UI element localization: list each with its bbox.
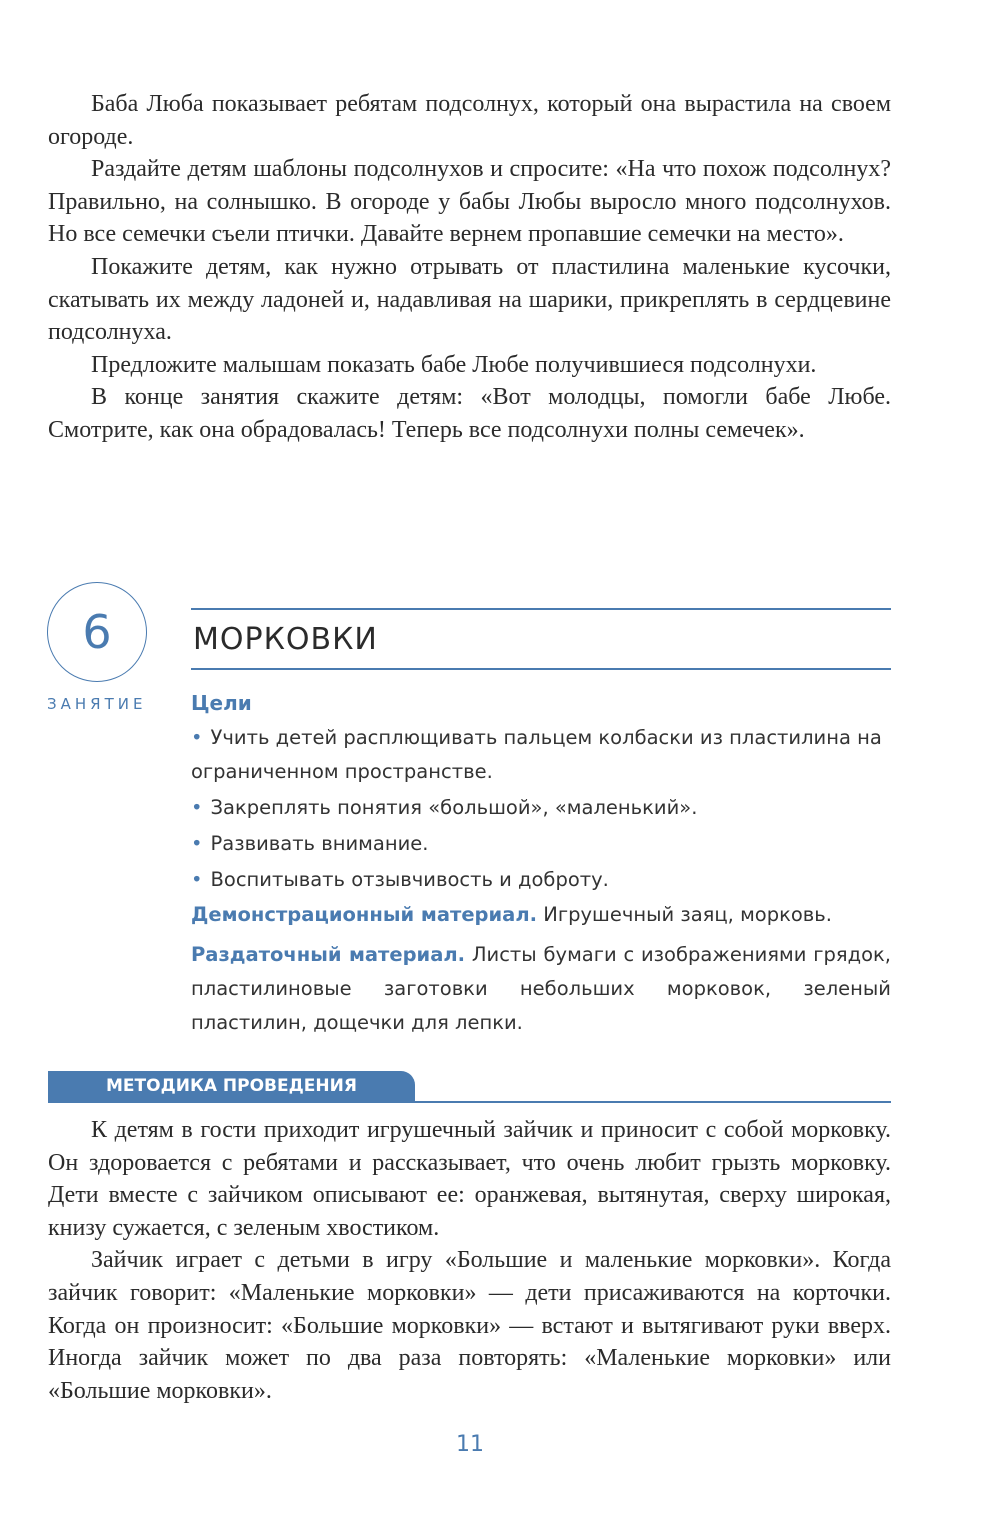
demo-material: [191, 898, 891, 932]
method-rule: [48, 1101, 891, 1103]
lesson-number-badge: [47, 582, 147, 682]
goal-text: Развивать внимание.: [210, 832, 429, 855]
page-number: 11: [456, 1432, 484, 1457]
title-rule-top: [191, 608, 891, 610]
intro-paragraph: Раздайте детям шаблоны подсолнухов и спросите: «На что похож подсолнух? Правильно, на солнышко. В огороде у бабы Любы выросло много подсолнухов. Но все семечки съели птички. Давайте вернем пропавшие семечки на место».: [48, 156, 891, 248]
goal-text: Учить детей расплющивать пальцем колбаски из пластилина на ограниченном пространстве.: [191, 726, 882, 783]
intro-paragraph: Баба Люба показывает ребятам подсолнух, который она вырастила на своем огороде.: [48, 91, 891, 150]
bullet-icon: •: [191, 832, 203, 855]
method-paragraph: К детям в гости приходит игрушечный зайчик и приносит с собой морковку. Он здоровается с ребятами и рассказывает, что очень любит грызть морковку. Дети вместе с зайчиком описывают ее: оранжевая, вытянутая, сверху широкая, книзу сужается, с зеленым хвостиком.: [48, 1117, 891, 1241]
intro-text: [48, 88, 891, 447]
goal-item: [191, 721, 891, 789]
goal-text: Закреплять понятия «большой», «маленький».: [210, 796, 698, 819]
goal-item: [191, 863, 891, 897]
lesson-title: МОРКОВКИ: [193, 622, 378, 657]
bullet-icon: •: [191, 868, 203, 891]
goals-heading: Цели: [191, 691, 252, 715]
intro-paragraph: Покажите детям, как нужно отрывать от пластилина маленькие кусочки, скатывать их между ладоней и, надавливая на шарики, прикреплять в сердцевине подсолнуха.: [48, 253, 891, 346]
method-paragraph: Зайчик играет с детьми в игру «Большие и маленькие морковки». Когда зайчик говорит: «Маленькие морковки» — дети присаживаются на корточки. Когда он произносит: «Большие морковки» — встают и вытягивают руки вверх. Иногда зайчик может по два раза повторять: «Маленькие морковки» или «Большие морковки».: [48, 1247, 891, 1404]
goal-text: Воспитывать отзывчивость и доброту.: [210, 868, 609, 891]
goals-list: [191, 721, 891, 899]
lesson-label: ЗАНЯТИЕ: [47, 695, 147, 713]
lesson-number: 6: [82, 605, 112, 659]
bullet-icon: •: [191, 796, 203, 819]
method-text: [48, 1114, 891, 1407]
demo-text: Игрушечный заяц, морковь.: [543, 903, 832, 926]
method-heading: МЕТОДИКА ПРОВЕДЕНИЯ: [48, 1071, 415, 1102]
handout-material: [191, 938, 891, 1040]
goal-item: [191, 827, 891, 861]
intro-paragraph: Предложите малышам показать бабе Любе получившиеся подсолнухи.: [91, 351, 817, 378]
title-rule-bottom: [191, 668, 891, 670]
handout-text: Листы бумаги с изображениями грядок, пластилиновые заготовки небольших морковок, зеленый пластилин, дощечки для лепки.: [191, 943, 891, 1034]
bullet-icon: •: [191, 726, 203, 749]
intro-paragraph: В конце занятия скажите детям: «Вот молодцы, помогли бабе Любе. Смотрите, как она обрадовалась! Теперь все подсолнухи полны семечек».: [48, 384, 891, 443]
goal-item: [191, 791, 891, 825]
demo-label: Демонстрационный материал.: [191, 903, 538, 926]
handout-label: Раздаточный материал.: [191, 943, 466, 966]
